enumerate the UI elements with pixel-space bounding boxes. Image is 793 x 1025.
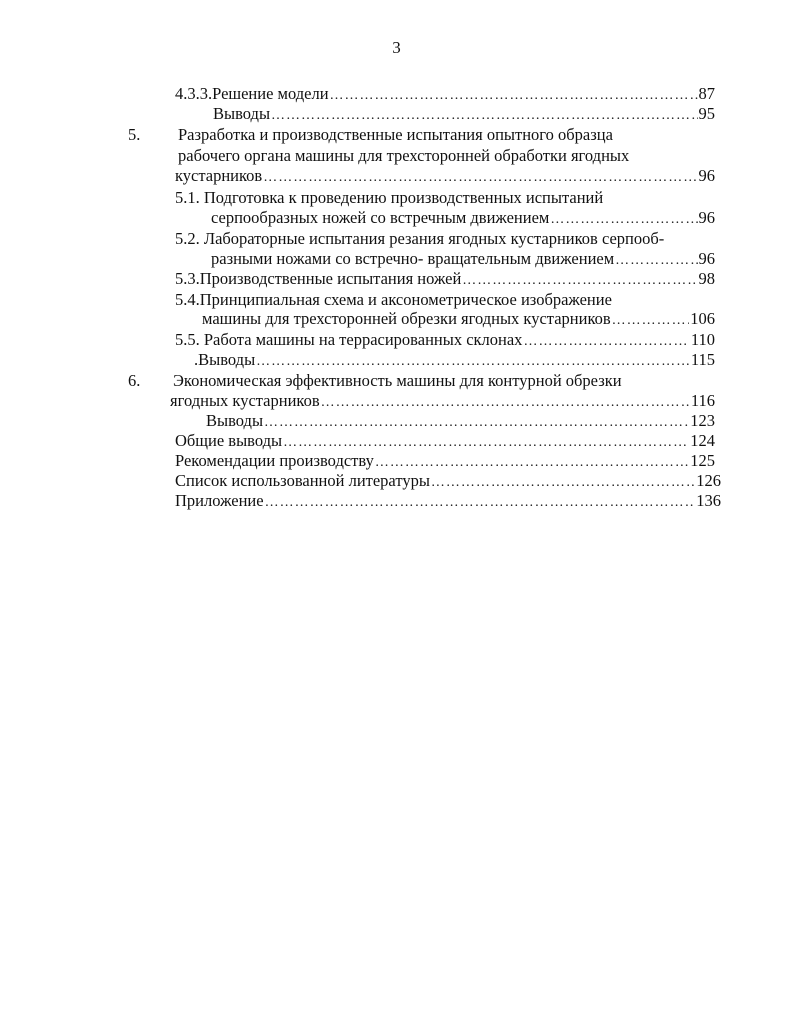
- toc-entry: [211, 249, 715, 271]
- toc-entry-title: 5.1. Подготовка к проведению производственных испытаний: [175, 188, 604, 207]
- toc-entry: [213, 104, 715, 126]
- toc-entry-title: машины для трехсторонней обрезки ягодных кустарников: [202, 309, 611, 328]
- toc-entry-title: Выводы: [206, 411, 264, 430]
- dot-leader: [375, 453, 689, 473]
- toc-entry-title: 5.4.Принципиальная схема и аксонометрическое изображение: [175, 290, 612, 309]
- toc-entry-title: .Выводы: [194, 350, 256, 369]
- toc-entry-page: 126: [696, 471, 721, 490]
- page-number: 3: [392, 38, 401, 57]
- toc-entry-title: 5.5. Работа машины на террасированных склонах: [175, 330, 523, 349]
- toc-entry-page: 115: [690, 350, 715, 369]
- toc-entry: [206, 411, 715, 433]
- dot-leader: [321, 393, 690, 413]
- toc-entry-title: рабочего органа машины для трехсторонней обработки ягодных: [178, 146, 630, 165]
- toc-entry: [175, 451, 715, 473]
- toc-entry-title: 5.2. Лабораторные испытания резания ягодных кустарников серпооб-: [175, 229, 665, 248]
- toc-entry-title: 5.3.Производственные испытания ножей: [175, 269, 462, 288]
- toc-entry-title: Список использованной литературы: [175, 471, 430, 490]
- dot-leader: [330, 86, 698, 106]
- toc-entry-page: 98: [698, 269, 715, 288]
- toc-entry: [175, 491, 721, 513]
- toc-entry: [175, 431, 715, 453]
- section-number: 5.: [128, 125, 141, 144]
- toc-entry-title: Общие выводы: [175, 431, 283, 450]
- dot-leader: [265, 493, 696, 513]
- toc-entry-title: Экономическая эффективность машины для контурной обрезки: [173, 371, 622, 390]
- toc-entry-page: 96: [698, 166, 715, 185]
- dot-leader: [283, 433, 689, 453]
- toc-entry-page: 87: [698, 84, 715, 103]
- toc-entry-page: 110: [690, 330, 715, 349]
- toc-entry-title: ягодных кустарников: [170, 391, 320, 410]
- toc-entry-page: 106: [690, 309, 715, 328]
- toc-entry-page: 125: [690, 451, 715, 470]
- dot-leader: [462, 271, 697, 291]
- toc-entry-title: Выводы: [213, 104, 271, 123]
- dot-leader: [263, 168, 697, 188]
- toc-entry: [194, 350, 715, 372]
- toc-entry-title: Приложение: [175, 491, 264, 510]
- dot-leader: [523, 332, 689, 352]
- toc-entry-title: Рекомендации производству: [175, 451, 374, 470]
- dot-leader: [431, 473, 695, 493]
- toc-entry-title: серпообразных ножей со встречным движением: [211, 208, 550, 227]
- dot-leader: [550, 210, 697, 230]
- toc-entry-page: 96: [698, 249, 715, 268]
- toc-entry-title: кустарников: [175, 166, 263, 185]
- toc-entry-page: 123: [690, 411, 715, 430]
- dot-leader: [615, 251, 697, 271]
- toc-entry: [211, 208, 715, 230]
- toc-entry-title: 4.3.3.Решение модели: [175, 84, 329, 103]
- toc-entry-page: 116: [690, 391, 715, 410]
- dot-leader: [271, 106, 697, 126]
- toc-entry: [175, 330, 715, 352]
- dot-leader: [264, 413, 689, 433]
- toc-entry: [175, 84, 715, 106]
- toc-entry: [170, 391, 715, 413]
- toc-entry-title: разными ножами со встречно- вращательным движением: [211, 249, 615, 268]
- dot-leader: [612, 311, 690, 331]
- toc-entry: [175, 471, 721, 493]
- dot-leader: [256, 352, 690, 372]
- toc-entry-page: 95: [698, 104, 715, 123]
- toc-entry-page: 124: [690, 431, 715, 450]
- toc-entry: [202, 309, 715, 331]
- toc-entry: [175, 269, 715, 291]
- toc-entry-title: Разработка и производственные испытания опытного образца: [178, 125, 613, 144]
- toc-entry: [175, 166, 715, 188]
- toc-entry-page: 96: [698, 208, 715, 227]
- section-number: 6.: [128, 371, 141, 390]
- toc-entry-page: 136: [696, 491, 721, 510]
